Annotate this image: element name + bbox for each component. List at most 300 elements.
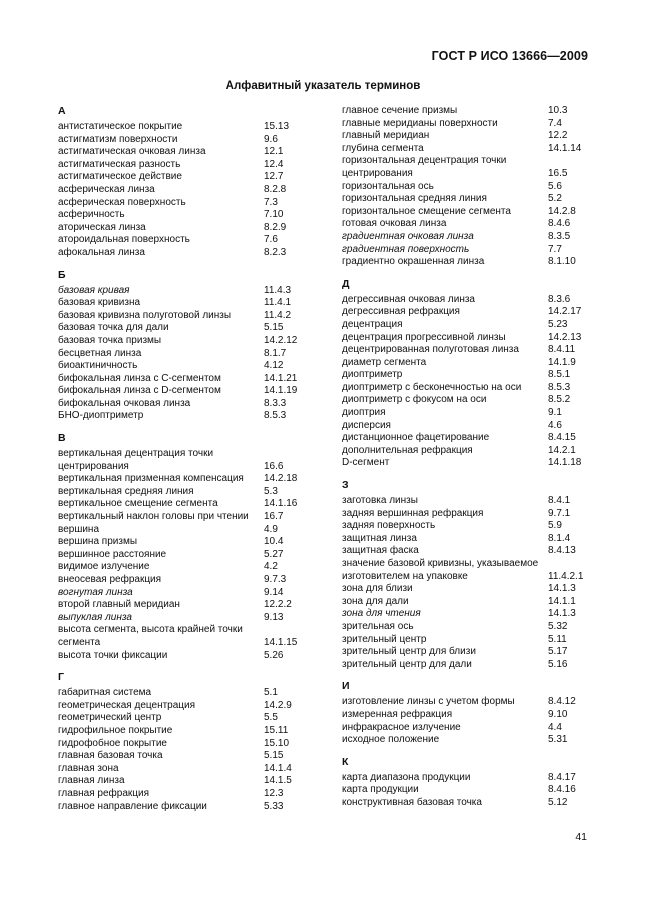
entry-number: 12.2 xyxy=(548,130,568,142)
section-gap xyxy=(58,662,324,671)
entry-term: второй главный меридиан xyxy=(58,599,180,611)
index-entry xyxy=(58,335,324,348)
entry-term: диоптриметр xyxy=(342,369,403,381)
entry-term: главная базовая точка xyxy=(58,750,163,762)
entry-term: вершина призмы xyxy=(58,536,138,548)
entry-term: вершина xyxy=(58,523,100,535)
entry-term: защитная линза xyxy=(342,532,417,544)
entry-number: 9.14 xyxy=(264,586,284,598)
entry-number: 8.5.3 xyxy=(264,410,287,422)
index-entry xyxy=(58,549,324,562)
entry-term: сегмента xyxy=(58,636,101,648)
index-entry xyxy=(58,209,324,222)
entry-number: 8.2.9 xyxy=(264,221,287,233)
entry-number: 8.1.4 xyxy=(548,532,571,544)
index-entry xyxy=(342,583,588,596)
entry-term: защитная фаска xyxy=(342,545,419,557)
index-entry xyxy=(58,448,324,461)
index-entry xyxy=(342,495,588,508)
index-entry xyxy=(342,306,588,319)
entry-number: 8.4.17 xyxy=(548,771,576,783)
index-entry xyxy=(342,734,588,747)
index-entry xyxy=(342,407,588,420)
entry-number: 14.2.1 xyxy=(548,444,576,456)
entry-number: 11.4.1 xyxy=(264,297,292,309)
index-entry xyxy=(58,801,324,814)
entry-term: дегрессивная очковая линза xyxy=(342,293,475,305)
entry-number: 12.3 xyxy=(264,787,284,799)
entry-term: аторическая линза xyxy=(58,221,146,233)
index-entry xyxy=(58,197,324,210)
entry-term: БНО-диоптриметр xyxy=(58,410,144,422)
entry-term: конструктивная базовая точка xyxy=(342,796,482,808)
entry-term: главные меридианы поверхности xyxy=(342,117,498,129)
entry-number: 5.16 xyxy=(548,658,568,670)
entry-number: 5.23 xyxy=(548,318,568,330)
index-entry xyxy=(58,738,324,751)
entry-number: 12.4 xyxy=(264,158,284,170)
index-entry xyxy=(342,231,588,244)
entry-term: градиентная поверхность xyxy=(342,243,470,255)
section-letter: И xyxy=(342,680,350,693)
entry-term: высота точки фиксации xyxy=(58,649,168,661)
index-entry xyxy=(58,775,324,788)
entry-term: зрительная ось xyxy=(342,620,414,632)
index-entry xyxy=(342,722,588,735)
entry-term: горизонтальная ось xyxy=(342,180,434,192)
index-entry xyxy=(58,322,324,335)
index-entry xyxy=(58,373,324,386)
entry-number: 14.1.1 xyxy=(548,595,576,607)
entry-term: главное направление фиксации xyxy=(58,800,207,812)
entry-number: 10.4 xyxy=(264,536,284,548)
entry-number: 11.4.3 xyxy=(264,284,292,296)
index-entry xyxy=(342,420,588,433)
index-entry xyxy=(342,608,588,621)
entry-term: глубина сегмента xyxy=(342,142,424,154)
entry-term: изготовителем на упаковке xyxy=(342,570,468,582)
entry-term: асферичность xyxy=(58,209,125,221)
index-entry xyxy=(342,394,588,407)
index-entry xyxy=(342,181,588,194)
index-entry xyxy=(58,134,324,147)
entry-term: карта продукции xyxy=(342,784,419,796)
entry-number: 5.26 xyxy=(264,649,284,661)
index-entry xyxy=(58,310,324,323)
entry-term: астигматическая очковая линза xyxy=(58,146,206,158)
left-column xyxy=(58,105,324,813)
entry-number: 14.2.17 xyxy=(548,306,582,318)
entry-term: готовая очковая линза xyxy=(342,218,447,230)
index-entry xyxy=(58,348,324,361)
entry-term: вертикальная средняя линия xyxy=(58,485,194,497)
index-entry xyxy=(58,612,324,625)
entry-number: 14.1.19 xyxy=(264,385,298,397)
entry-number: 8.4.15 xyxy=(548,432,576,444)
entry-term: биоактиничность xyxy=(58,360,138,372)
entry-term: геометрическая децентрация xyxy=(58,699,196,711)
entry-number: 8.2.3 xyxy=(264,246,287,258)
index-entry xyxy=(342,508,588,521)
index-entry xyxy=(342,155,588,168)
entry-term: антистатическое покрытие xyxy=(58,121,183,132)
entry-term: заготовка линзы xyxy=(342,495,418,507)
entry-term: асферическая линза xyxy=(58,183,155,195)
entry-term: главная линза xyxy=(58,775,125,787)
entry-term: асферическая поверхность xyxy=(58,196,186,208)
entry-term: внеосевая рефракция xyxy=(58,574,162,585)
entry-number: 8.4.6 xyxy=(548,218,571,230)
index-entry xyxy=(58,712,324,725)
index-entry xyxy=(58,360,324,373)
index-section xyxy=(342,479,588,671)
index-entry xyxy=(58,461,324,474)
entry-number: 5.32 xyxy=(548,620,568,632)
entry-term: афокальная линза xyxy=(58,246,145,258)
entry-term: диаметр сегмента xyxy=(342,356,427,368)
section-gap xyxy=(342,470,588,479)
index-entry xyxy=(342,634,588,647)
section-letter: А xyxy=(58,105,66,117)
entry-number: 12.2.2 xyxy=(264,599,292,611)
entry-term: диоптриметр с бесконечностью на оси xyxy=(342,381,522,393)
index-entry xyxy=(342,533,588,546)
entry-term: карта диапазона продукции xyxy=(342,771,471,783)
entry-number: 15.10 xyxy=(264,737,290,749)
entry-number: 8.4.13 xyxy=(548,545,576,557)
entry-term: высота сегмента, высота крайней точки xyxy=(58,624,243,636)
section-letter: Б xyxy=(58,268,66,281)
entry-number: 5.12 xyxy=(548,796,568,808)
entry-number: 5.17 xyxy=(548,646,568,658)
entry-number: 12.1 xyxy=(264,146,284,158)
entry-number: 14.1.4 xyxy=(264,762,292,774)
entry-number: 8.4.11 xyxy=(548,344,576,356)
right-column xyxy=(342,105,588,810)
index-entry xyxy=(58,574,324,587)
entry-number: 7.10 xyxy=(264,209,284,221)
entry-number: 5.3 xyxy=(264,485,278,497)
entry-term: гидрофильное покрытие xyxy=(58,724,173,736)
entry-number: 9.7.1 xyxy=(548,507,571,519)
entry-number: 15.13 xyxy=(264,121,290,132)
index-entry xyxy=(342,118,588,131)
entry-number: 14.1.16 xyxy=(264,498,298,510)
entry-number: 14.1.5 xyxy=(264,775,292,787)
index-entry xyxy=(58,222,324,235)
entry-number: 14.2.18 xyxy=(264,473,298,485)
entry-term: диоптриметр с фокусом на оси xyxy=(342,394,487,406)
entry-term: астигматизм поверхности xyxy=(58,133,178,145)
index-entry xyxy=(342,659,588,672)
index-entry xyxy=(342,319,588,332)
entry-term: дисперсия xyxy=(342,419,391,431)
entry-number: 4.12 xyxy=(264,360,284,372)
entry-term: астигматическое действие xyxy=(58,171,182,183)
entry-term: зрительный центр для близи xyxy=(342,646,476,658)
index-entry xyxy=(58,587,324,600)
entry-term: задняя поверхность xyxy=(342,520,436,532)
entry-number: 4.9 xyxy=(264,523,278,535)
entry-number: 5.27 xyxy=(264,548,284,560)
entry-term: главная рефракция xyxy=(58,787,149,799)
index-entry xyxy=(342,130,588,143)
entry-term: бифокальная очковая линза xyxy=(58,397,191,409)
index-entry xyxy=(58,247,324,260)
entry-term: главная зона xyxy=(58,762,119,774)
section-gap xyxy=(342,671,588,680)
index-entry xyxy=(58,171,324,184)
entry-term: видимое излучение xyxy=(58,561,150,573)
index-entry xyxy=(58,121,324,134)
section-gap xyxy=(58,423,324,432)
index-section xyxy=(58,671,324,813)
entry-number: 8.4.16 xyxy=(548,784,576,796)
section-letter: К xyxy=(342,755,349,768)
entry-term: горизонтальное смещение сегмента xyxy=(342,205,511,217)
entry-number: 9.10 xyxy=(548,708,568,720)
entry-number: 9.1 xyxy=(548,407,562,419)
index-entry xyxy=(58,624,324,637)
index-entry xyxy=(342,797,588,810)
entry-term: горизонтальная децентрация точки xyxy=(342,155,507,167)
entry-number: 5.15 xyxy=(264,750,284,762)
entry-term: дегрессивная рефракция xyxy=(342,306,460,318)
index-entry xyxy=(58,763,324,776)
section-gap xyxy=(342,747,588,756)
index-entry xyxy=(58,687,324,700)
index-entry xyxy=(342,596,588,609)
index-entry xyxy=(342,256,588,269)
section-letter: Г xyxy=(58,671,64,684)
entry-number: 4.4 xyxy=(548,721,562,733)
section-letter: З xyxy=(342,479,349,492)
index-entry xyxy=(58,410,324,423)
index-entry xyxy=(342,432,588,445)
index-entry xyxy=(342,571,588,584)
entry-term: базовая точка для дали xyxy=(58,322,169,334)
index-entry xyxy=(342,772,588,785)
index-entry xyxy=(58,486,324,499)
index-entry xyxy=(342,646,588,659)
entry-number: 14.1.3 xyxy=(548,608,576,620)
entry-number: 5.33 xyxy=(264,800,284,812)
index-entry xyxy=(58,637,324,650)
entry-number: 12.7 xyxy=(264,171,284,183)
entry-term: габаритная система xyxy=(58,687,152,699)
entry-number: 11.4.2 xyxy=(264,309,292,321)
entry-number: 4.2 xyxy=(264,561,278,573)
entry-number: 14.1.15 xyxy=(264,636,298,648)
index-entry xyxy=(342,621,588,634)
entry-term: вогнутая линза xyxy=(58,586,133,598)
page-number: 41 xyxy=(575,831,587,843)
index-entry xyxy=(342,332,588,345)
entry-number: 15.11 xyxy=(264,724,289,736)
index-entry xyxy=(342,168,588,181)
entry-number: 8.2.8 xyxy=(264,183,287,195)
index-entry xyxy=(342,369,588,382)
index-section xyxy=(342,278,588,470)
index-entry xyxy=(342,357,588,370)
index-entry xyxy=(58,285,324,298)
entry-term: изготовление линзы с учетом формы xyxy=(342,696,515,708)
entry-term: децентрированная полуготовая линза xyxy=(342,344,519,356)
index-entry xyxy=(58,750,324,763)
entry-term: дополнительная рефракция xyxy=(342,444,473,456)
entry-number: 14.1.9 xyxy=(548,356,576,368)
entry-number: 8.5.2 xyxy=(548,394,571,406)
entry-term: гидрофобное покрытие xyxy=(58,737,167,749)
document-header: ГОСТ Р ИСО 13666—2009 xyxy=(431,49,588,63)
index-entry xyxy=(342,558,588,571)
entry-term: вертикальная децентрация точки xyxy=(58,448,214,460)
entry-number: 9.13 xyxy=(264,611,284,623)
entry-number: 9.7.3 xyxy=(264,574,287,585)
entry-number: 5.2 xyxy=(548,193,562,205)
index-entry xyxy=(342,382,588,395)
index-entry xyxy=(58,184,324,197)
entry-number: 5.31 xyxy=(548,734,568,746)
entry-term: диоптрия xyxy=(342,407,386,419)
index-entry xyxy=(58,473,324,486)
entry-number: 7.3 xyxy=(264,196,278,208)
entry-term: зрительный центр xyxy=(342,633,427,645)
entry-term: исходное положение xyxy=(342,734,440,746)
entry-number: 10.3 xyxy=(548,105,568,116)
entry-number: 16.5 xyxy=(548,167,568,179)
entry-term: задняя вершинная рефракция xyxy=(342,507,484,519)
index-entry xyxy=(58,159,324,172)
entry-number: 8.3.3 xyxy=(264,397,287,409)
entry-number: 14.2.12 xyxy=(264,334,298,346)
entry-term: значение базовой кривизны, указываемое xyxy=(342,558,539,569)
entry-term: выпуклая линза xyxy=(58,611,132,623)
entry-term: базовая кривизна полуготовой линзы xyxy=(58,309,232,321)
index-section xyxy=(342,756,588,810)
index-entry xyxy=(58,650,324,663)
index-entry xyxy=(342,545,588,558)
index-title: Алфавитный указатель терминов xyxy=(225,80,421,92)
entry-number: 7.7 xyxy=(548,243,562,255)
entry-number: 8.4.1 xyxy=(548,495,571,507)
entry-term: геометрический центр xyxy=(58,712,162,724)
section-gap xyxy=(58,260,324,269)
index-entry xyxy=(342,193,588,206)
section-gap xyxy=(342,269,588,278)
section-letter: Д xyxy=(342,277,350,290)
entry-term: децентрация прогрессивной линзы xyxy=(342,331,506,343)
index-section xyxy=(58,105,324,260)
entry-number: 8.1.7 xyxy=(264,347,287,359)
entry-term: D-сегмент xyxy=(342,457,390,469)
entry-number: 16.6 xyxy=(264,460,284,472)
index-entry xyxy=(58,561,324,574)
entry-term: градиентная очковая линза xyxy=(342,230,474,242)
index-entry xyxy=(58,511,324,524)
index-entry xyxy=(342,344,588,357)
index-entry xyxy=(58,297,324,310)
entry-number: 8.4.12 xyxy=(548,696,576,708)
section-letter: В xyxy=(58,432,66,445)
entry-number: 5.5 xyxy=(264,712,278,724)
index-entry xyxy=(342,445,588,458)
entry-term: бифокальная линза с D-сегментом xyxy=(58,385,221,397)
entry-term: вертикальная призменная компенсация xyxy=(58,473,244,485)
index-entry xyxy=(58,788,324,801)
entry-number: 5.6 xyxy=(548,180,562,192)
entry-term: вершинное расстояние xyxy=(58,548,167,560)
entry-term: децентрация xyxy=(342,318,403,330)
index-section xyxy=(342,680,588,746)
index-entry xyxy=(58,385,324,398)
entry-term: центрирования xyxy=(58,460,129,472)
entry-term: атороидальная поверхность xyxy=(58,234,190,246)
index-entry xyxy=(58,398,324,411)
entry-term: вертикальный наклон головы при чтении xyxy=(58,511,249,523)
entry-term: инфракрасное излучение xyxy=(342,721,461,733)
entry-term: бифокальная линза с C-сегментом xyxy=(58,372,221,384)
index-entry xyxy=(342,218,588,231)
entry-term: бесцветная линза xyxy=(58,347,142,359)
entry-number: 8.3.5 xyxy=(548,230,571,242)
entry-term: зрительный центр для дали xyxy=(342,658,472,670)
index-entry xyxy=(342,457,588,470)
entry-term: базовая точка призмы xyxy=(58,334,162,346)
entry-term: измеренная рефракция xyxy=(342,708,453,720)
index-section xyxy=(58,432,324,662)
entry-number: 14.2.13 xyxy=(548,331,582,343)
entry-number: 14.1.14 xyxy=(548,142,582,154)
index-entry xyxy=(342,709,588,722)
entry-number: 7.4 xyxy=(548,117,562,129)
entry-number: 14.1.3 xyxy=(548,583,576,595)
index-entry xyxy=(342,696,588,709)
entry-term: зона для близи xyxy=(342,583,413,595)
entry-number: 9.6 xyxy=(264,133,278,145)
index-entry xyxy=(58,524,324,537)
entry-term: главный меридиан xyxy=(342,130,430,142)
index-section xyxy=(342,105,588,269)
index-section xyxy=(58,269,324,424)
entry-term: дистанционное фацетирование xyxy=(342,432,490,444)
entry-number: 8.3.6 xyxy=(548,293,571,305)
entry-number: 14.2.8 xyxy=(548,205,576,217)
index-entry xyxy=(342,244,588,257)
entry-number: 8.1.10 xyxy=(548,256,576,268)
entry-number: 11.4.2.1 xyxy=(548,570,584,582)
entry-number: 7.6 xyxy=(264,234,278,246)
entry-term: базовая кривизна xyxy=(58,297,141,309)
entry-term: зона для дали xyxy=(342,595,409,607)
index-entry xyxy=(58,700,324,713)
index-entry xyxy=(58,536,324,549)
index-entry xyxy=(342,294,588,307)
index-entry xyxy=(58,234,324,247)
entry-number: 5.9 xyxy=(548,520,562,532)
entry-number: 14.1.18 xyxy=(548,457,582,469)
entry-number: 5.1 xyxy=(264,687,278,699)
entry-term: главное сечение призмы xyxy=(342,105,458,116)
entry-number: 16.7 xyxy=(264,511,284,523)
index-entry xyxy=(58,498,324,511)
entry-term: центрирования xyxy=(342,167,413,179)
entry-number: 5.15 xyxy=(264,322,284,334)
entry-term: базовая кривая xyxy=(58,284,130,296)
entry-number: 14.2.9 xyxy=(264,699,292,711)
index-entry xyxy=(342,206,588,219)
entry-number: 8.5.1 xyxy=(548,369,571,381)
